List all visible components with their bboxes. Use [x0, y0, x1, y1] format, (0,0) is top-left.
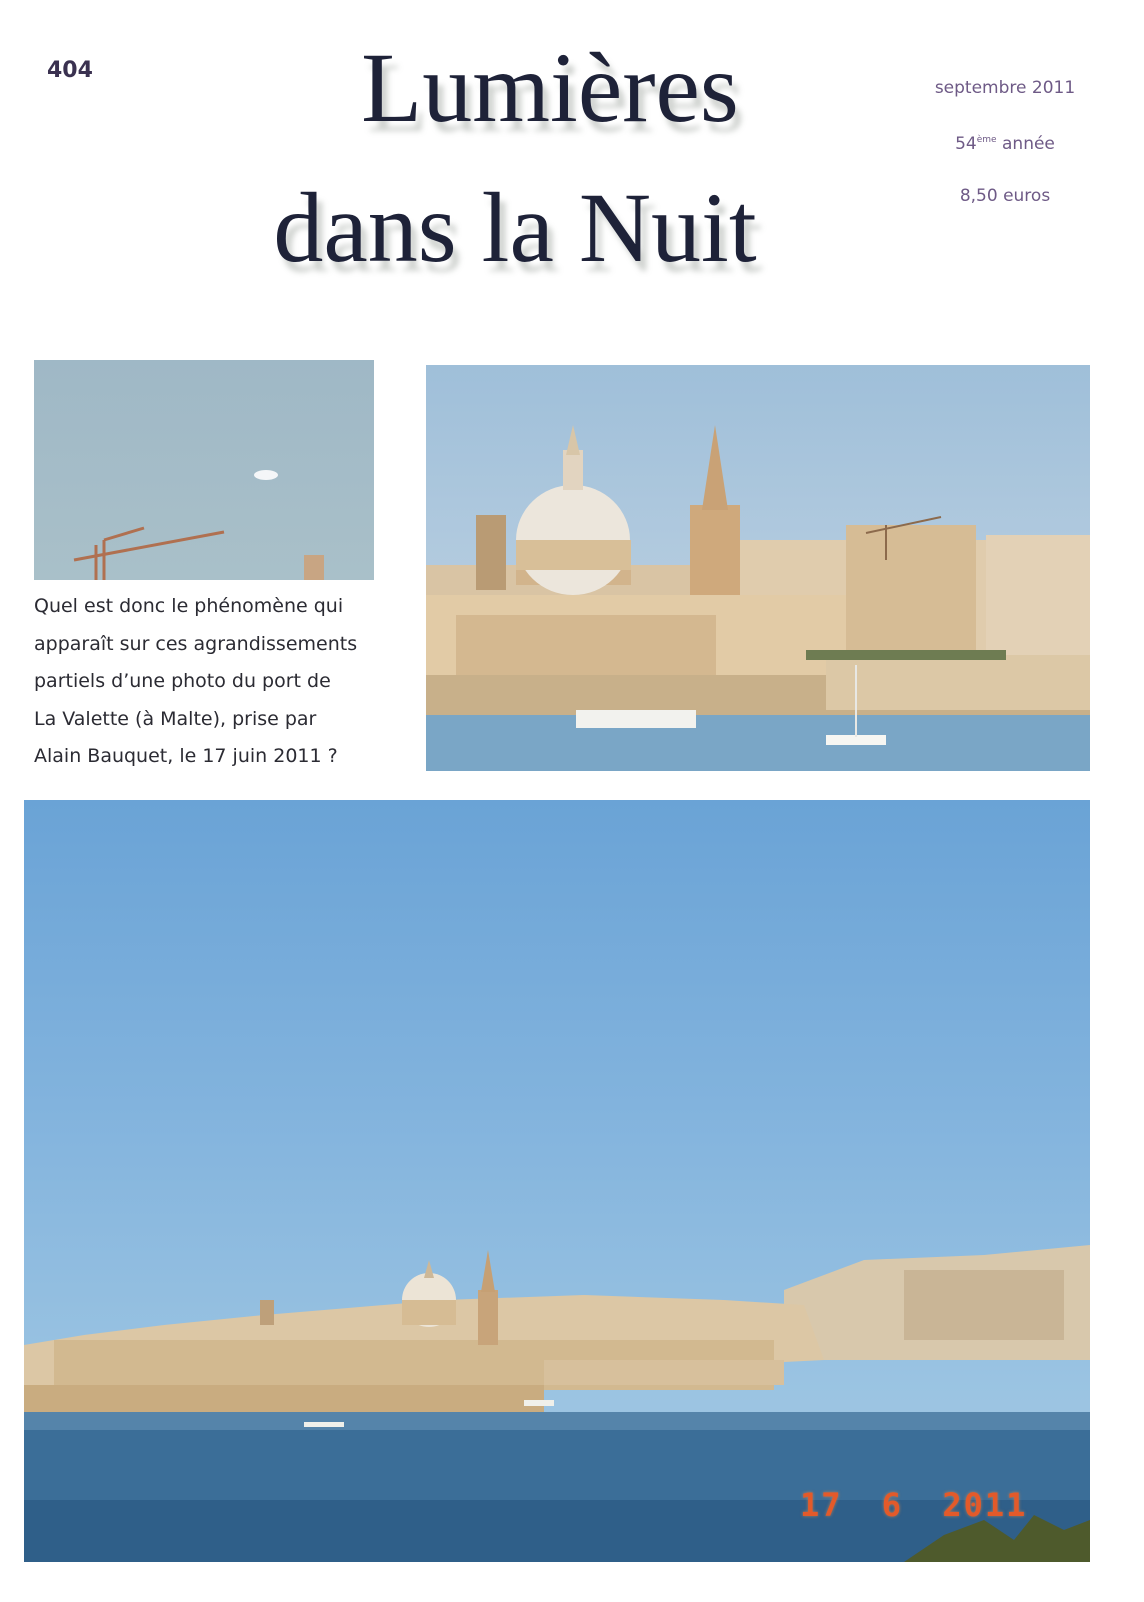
sky-crop-photo: [34, 360, 374, 580]
caption-line: Quel est donc le phénomène qui: [34, 595, 344, 617]
unidentified-object: [254, 470, 278, 480]
harbour-panorama-photo: [24, 800, 1090, 1562]
issue-number: 404: [47, 58, 93, 83]
caption-line: apparaît sur ces agrandissements: [34, 632, 358, 655]
issue-date: septembre 2011: [934, 78, 1076, 98]
issue-meta: [905, 62, 1105, 222]
cover-caption: [34, 588, 404, 776]
sky-crop-icon: [34, 360, 374, 580]
issue-year: [905, 114, 1105, 170]
caption-line: partiels d’une photo du port de: [34, 670, 331, 692]
building-top: [304, 555, 324, 580]
harbour-panorama-icon: [24, 800, 1090, 1562]
crane-icon: [74, 528, 224, 580]
harbour-closeup-icon: [426, 365, 1090, 771]
caption-line: La Valette (à Malte), prise par: [34, 707, 317, 730]
photo-datestamp: 17 6 2011: [800, 1486, 1028, 1524]
year-word: année: [1002, 134, 1055, 154]
year-number: 54: [955, 134, 977, 154]
harbour-closeup-photo: [426, 365, 1090, 771]
issue-price: 8,50 euros: [959, 186, 1051, 206]
masthead-title: [210, 32, 900, 283]
caption-line: Alain Bauquet, le 17 juin 2011 ?: [34, 745, 338, 767]
title-line-1: Lumières: [361, 32, 739, 143]
title-line-2: dans la Nuit: [273, 172, 757, 283]
year-suffix: ème: [976, 135, 997, 145]
